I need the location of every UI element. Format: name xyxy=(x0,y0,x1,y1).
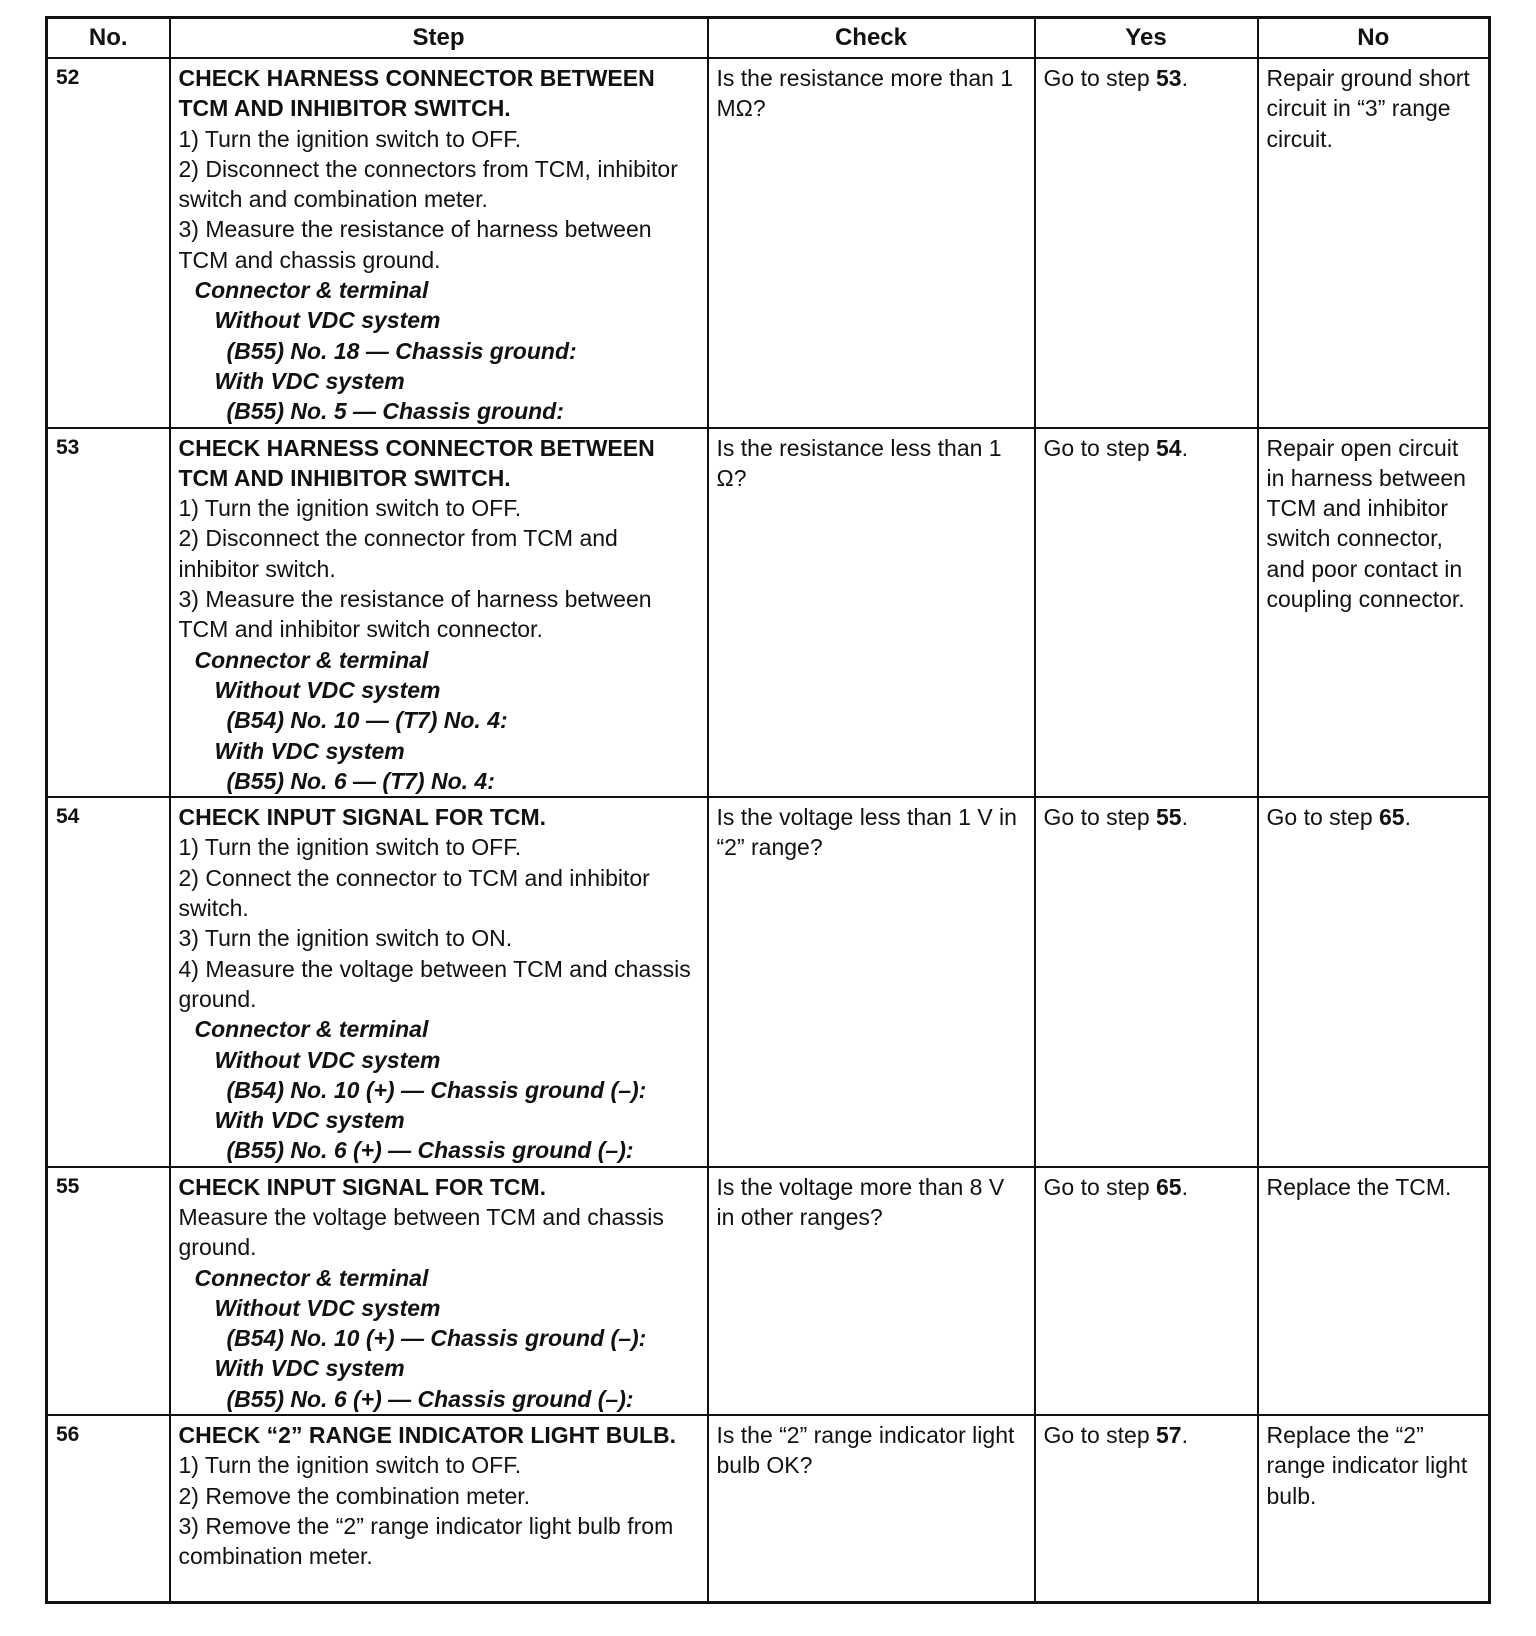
step-instruction: 1) Turn the ignition switch to OFF. xyxy=(178,495,522,522)
connector-without-label: Without VDC system xyxy=(214,307,441,334)
step-instruction: 1) Turn the ignition switch to OFF. xyxy=(178,125,522,152)
connector-without-label: Without VDC system xyxy=(214,676,441,703)
no-cell xyxy=(1258,797,1490,1167)
yes-prefix: Go to step xyxy=(1043,1173,1157,1200)
yes-prefix: Go to step xyxy=(1043,1422,1157,1449)
step-cell xyxy=(170,428,708,798)
connector-with-value: (B55) No. 6 (+) — Chassis ground (–): xyxy=(226,1137,634,1164)
step-number: 53 xyxy=(47,428,170,798)
connector-without-label: Without VDC system xyxy=(214,1046,441,1073)
yes-cell xyxy=(1035,1415,1258,1603)
step-title: CHECK “2” RANGE INDICATOR LIGHT BULB. xyxy=(178,1422,676,1449)
no-cell: Repair ground short circuit in “3” range circuit. xyxy=(1258,58,1490,428)
no-cell: Repair open circuit in harness between TCM and inhibitor switch connector, and poor contact in coupling connector. xyxy=(1258,428,1490,798)
table-row xyxy=(47,428,1490,798)
connector-without-value: (B54) No. 10 (+) — Chassis ground (–): xyxy=(226,1325,647,1352)
step-instruction: 3) Remove the “2” range indicator light bulb from combination meter. xyxy=(178,1512,674,1570)
step-cell xyxy=(170,1167,708,1415)
yes-suffix: . xyxy=(1181,434,1188,461)
step-title: CHECK HARNESS CONNECTOR BETWEEN TCM AND INHIBITOR SWITCH. xyxy=(178,434,655,491)
no-cell: Replace the TCM. xyxy=(1258,1167,1490,1415)
check-cell: Is the resistance less than 1 Ω? xyxy=(708,428,1035,798)
yes-step-number: 65 xyxy=(1156,1173,1182,1200)
step-number: 56 xyxy=(47,1415,170,1603)
step-instruction: 1) Turn the ignition switch to OFF. xyxy=(178,1452,522,1479)
step-instruction: 2) Disconnect the connectors from TCM, inhibitor switch and combination meter. xyxy=(178,155,678,213)
yes-step-number: 57 xyxy=(1156,1422,1182,1449)
step-instruction: 2) Connect the connector to TCM and inhibitor switch. xyxy=(178,864,650,922)
step-instruction: 2) Remove the combination meter. xyxy=(178,1482,531,1509)
check-cell: Is the resistance more than 1 MΩ? xyxy=(708,58,1035,428)
step-instruction: 2) Disconnect the connector from TCM and inhibitor switch. xyxy=(178,525,618,582)
step-number: 52 xyxy=(47,58,170,428)
header-check: Check xyxy=(708,18,1035,59)
connector-with-value: (B55) No. 5 — Chassis ground: xyxy=(226,398,564,425)
connector-heading: Connector & terminal xyxy=(194,1264,429,1291)
connector-with-value: (B55) No. 6 (+) — Chassis ground (–): xyxy=(226,1385,634,1412)
step-cell xyxy=(170,1415,708,1603)
yes-suffix: . xyxy=(1181,1173,1188,1200)
step-title: CHECK INPUT SIGNAL FOR TCM. xyxy=(178,1173,547,1200)
no-step-number: 65 xyxy=(1379,804,1405,831)
table-row xyxy=(47,58,1490,428)
yes-cell xyxy=(1035,428,1258,798)
connector-without-value: (B54) No. 10 (+) — Chassis ground (–): xyxy=(226,1076,647,1103)
connector-with-label: With VDC system xyxy=(214,1355,405,1382)
connector-without-value: (B55) No. 18 — Chassis ground: xyxy=(226,337,577,364)
yes-cell xyxy=(1035,58,1258,428)
yes-suffix: . xyxy=(1181,1422,1188,1449)
step-instruction: Measure the voltage between TCM and chassis ground. xyxy=(178,1203,664,1261)
step-instruction: 3) Measure the resistance of harness between TCM and inhibitor switch connector. xyxy=(178,586,652,643)
connector-without-value: (B54) No. 10 — (T7) No. 4: xyxy=(226,707,508,734)
header-row xyxy=(47,18,1490,59)
yes-cell xyxy=(1035,797,1258,1167)
connector-with-label: With VDC system xyxy=(214,1107,405,1134)
step-number: 55 xyxy=(47,1167,170,1415)
table-row xyxy=(47,797,1490,1167)
step-instruction: 1) Turn the ignition switch to OFF. xyxy=(178,834,522,861)
no-prefix: Go to step xyxy=(1266,804,1380,831)
yes-prefix: Go to step xyxy=(1043,434,1157,461)
step-instruction: 4) Measure the voltage between TCM and chassis ground. xyxy=(178,955,691,1012)
step-instruction: 3) Turn the ignition switch to ON. xyxy=(178,925,513,952)
connector-heading: Connector & terminal xyxy=(194,277,429,304)
header-yes: Yes xyxy=(1035,18,1258,59)
diagnostic-table-sheet xyxy=(45,16,1491,1604)
check-cell: Is the “2” range indicator light bulb OK? xyxy=(708,1415,1035,1603)
table-row xyxy=(47,1415,1490,1603)
step-cell xyxy=(170,58,708,428)
yes-cell xyxy=(1035,1167,1258,1415)
step-title: CHECK HARNESS CONNECTOR BETWEEN TCM AND INHIBITOR SWITCH. xyxy=(178,65,655,122)
step-cell xyxy=(170,797,708,1167)
yes-step-number: 54 xyxy=(1156,434,1182,461)
yes-prefix: Go to step xyxy=(1043,804,1157,831)
connector-heading: Connector & terminal xyxy=(194,646,429,673)
no-cell: Replace the “2” range indicator light bulb. xyxy=(1258,1415,1490,1603)
step-title: CHECK INPUT SIGNAL FOR TCM. xyxy=(178,804,547,831)
step-instruction: 3) Measure the resistance of harness between TCM and chassis ground. xyxy=(178,216,652,273)
yes-prefix: Go to step xyxy=(1043,65,1157,91)
table-row xyxy=(47,1167,1490,1415)
connector-with-label: With VDC system xyxy=(214,737,405,764)
diagnostic-table xyxy=(45,16,1491,1604)
header-step: Step xyxy=(170,18,708,59)
header-no-result: No xyxy=(1258,18,1490,59)
connector-with-label: With VDC system xyxy=(214,367,405,394)
yes-step-number: 55 xyxy=(1156,804,1182,831)
connector-with-value: (B55) No. 6 — (T7) No. 4: xyxy=(226,767,495,794)
step-number: 54 xyxy=(47,797,170,1167)
yes-suffix: . xyxy=(1181,804,1188,831)
header-no: No. xyxy=(47,18,170,59)
yes-step-number: 53 xyxy=(1156,65,1182,91)
no-suffix: . xyxy=(1404,804,1411,831)
yes-suffix: . xyxy=(1181,65,1188,91)
check-cell: Is the voltage less than 1 V in “2” range? xyxy=(708,797,1035,1167)
connector-heading: Connector & terminal xyxy=(194,1016,429,1043)
check-cell: Is the voltage more than 8 V in other ranges? xyxy=(708,1167,1035,1415)
connector-without-label: Without VDC system xyxy=(214,1294,441,1321)
